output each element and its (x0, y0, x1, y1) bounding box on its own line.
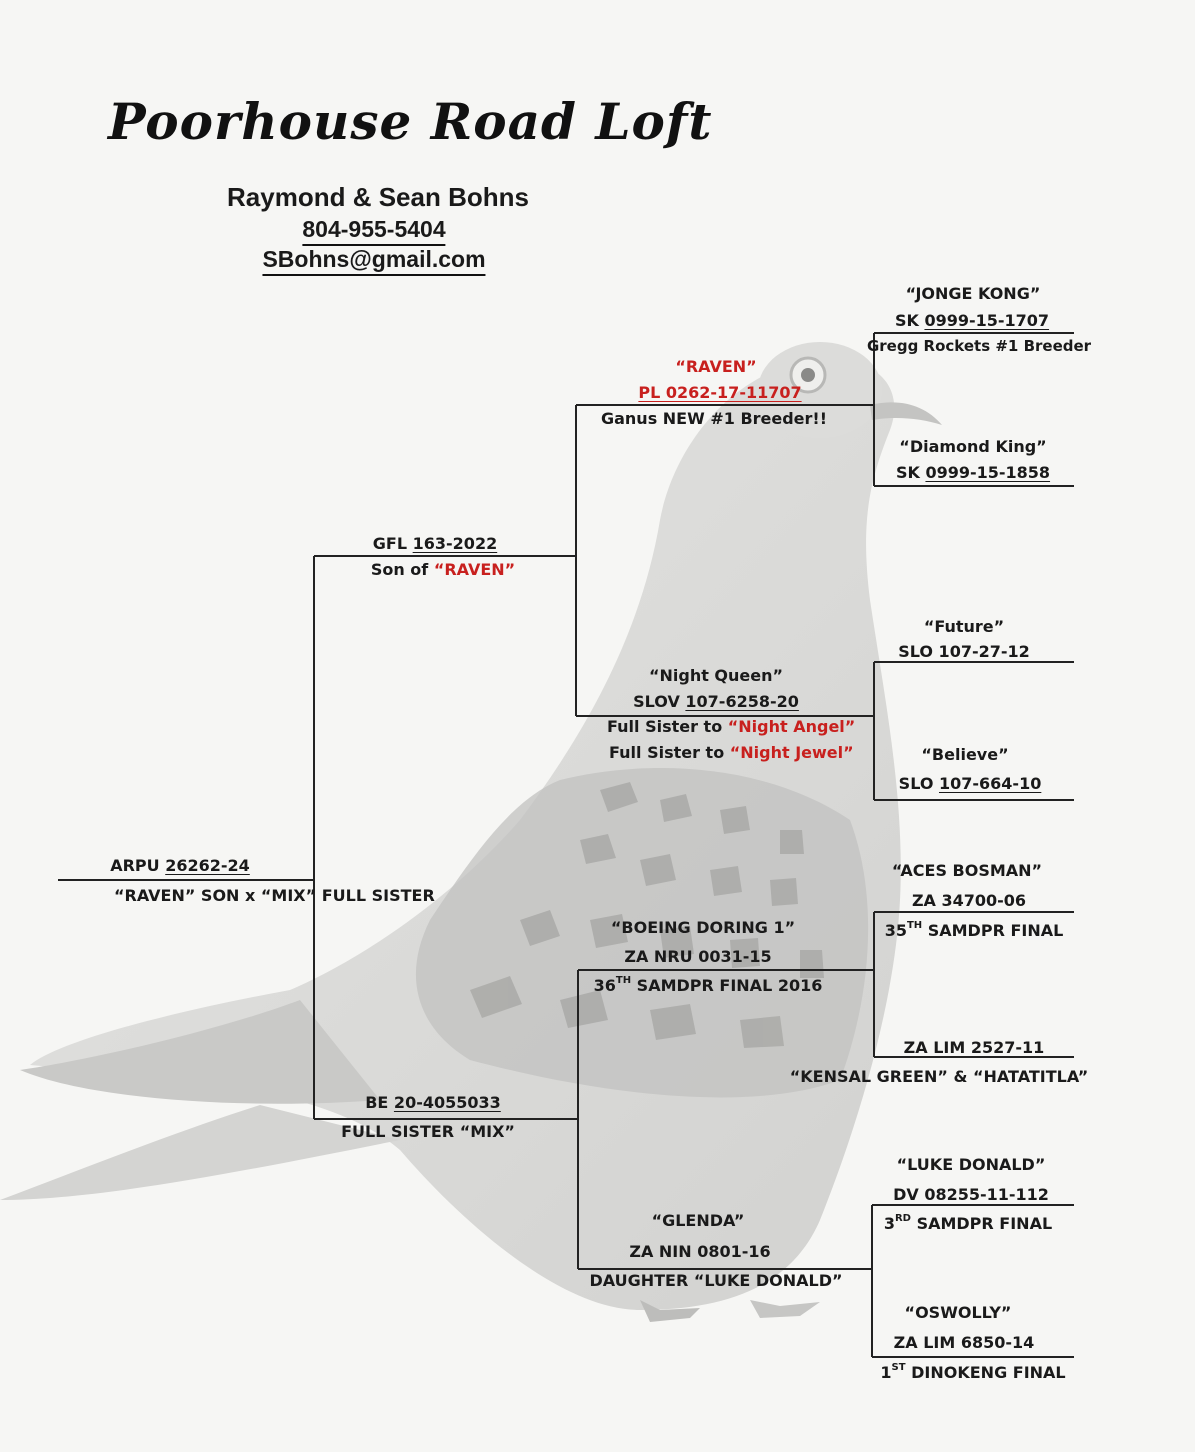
subject-description: “RAVEN” SON x “MIX” FULL SISTER (114, 886, 435, 905)
night-queen-name: “Night Queen” (648, 666, 784, 685)
night-jewel-name: “Night Jewel” (729, 743, 854, 762)
aces-bosman-note (885, 921, 1064, 941)
jonge-kong-band-prefix: SK (894, 311, 925, 330)
night-queen-note-2 (609, 743, 854, 763)
dam-note: FULL SISTER “MIX” (341, 1122, 515, 1141)
night-angel-name: “Night Angel” (727, 717, 856, 736)
glenda-band: ZA NIN 0801-16 (629, 1242, 771, 1261)
jonge-kong-note: Gregg Rockets #1 Breeder (866, 337, 1092, 355)
subject-band (110, 856, 250, 876)
believe-band (899, 774, 1042, 794)
oswolly-band: ZA LIM 6850-14 (893, 1333, 1035, 1352)
jonge-kong-band (895, 311, 1049, 331)
aces-bosman-note-sup: TH (906, 920, 923, 931)
glenda-note: DAUGHTER “LUKE DONALD” (589, 1271, 843, 1290)
oswolly-name: “OSWOLLY” (904, 1303, 1012, 1322)
sire-band-number: 163-2022 (412, 534, 498, 553)
oswolly-note-sup: ST (891, 1362, 906, 1373)
raven-band: PL 0262-17-11707 (638, 383, 802, 402)
sire-note-name: “RAVEN” (433, 560, 516, 579)
boeing-doring-note-a: 36 (593, 976, 616, 995)
za-lim-2527-band: ZA LIM 2527-11 (903, 1038, 1045, 1057)
loft-name: Poorhouse Road Loft (108, 92, 713, 151)
night-queen-note-2-prefix: Full Sister to (609, 743, 730, 762)
luke-donald-note-b: SAMDPR FINAL (911, 1214, 1053, 1233)
future-name: “Future” (923, 617, 1005, 636)
boeing-doring-name: “BOEING DORING 1” (610, 918, 796, 937)
subject-band-number: 26262-24 (165, 856, 250, 875)
dam-band-number: 20-4055033 (393, 1093, 501, 1112)
diamond-king-name: “Diamond King” (899, 437, 1047, 456)
diamond-king-band (896, 463, 1050, 483)
luke-donald-note-sup: RD (894, 1213, 911, 1224)
glenda-name: “GLENDA” (651, 1211, 745, 1230)
night-queen-note-1 (607, 717, 855, 737)
luke-donald-note (884, 1214, 1052, 1234)
jonge-kong-band-number: 0999-15-1707 (924, 311, 1050, 330)
aces-bosman-name: “ACES BOSMAN” (891, 861, 1043, 880)
subject-band-prefix: ARPU (110, 856, 160, 875)
night-queen-band-prefix: SLOV (633, 692, 680, 711)
future-band: SLO 107-27-12 (898, 642, 1030, 661)
aces-bosman-note-a: 35 (884, 921, 907, 940)
owners-name: Raymond & Sean Bohns (227, 182, 529, 212)
boeing-doring-note (594, 976, 823, 996)
raven-note: Ganus NEW #1 Breeder!! (600, 409, 828, 428)
night-queen-note-1-prefix: Full Sister to (607, 717, 728, 736)
raven-name: “RAVEN” (675, 357, 757, 376)
luke-donald-band: DV 08255-11-112 (893, 1185, 1049, 1204)
luke-donald-name: “LUKE DONALD” (896, 1155, 1046, 1174)
sire-band-prefix: GFL (372, 534, 408, 553)
sire-note (371, 560, 515, 580)
jonge-kong-name: “JONGE KONG” (905, 284, 1041, 303)
diamond-king-band-prefix: SK (895, 463, 926, 482)
aces-bosman-band: ZA 34700-06 (911, 891, 1027, 910)
aces-bosman-note-b: SAMDPR FINAL (922, 921, 1064, 940)
email-address: SBohns@gmail.com (262, 245, 485, 276)
za-lim-2527-note: “KENSAL GREEN” & “HATATITLA” (789, 1067, 1089, 1086)
night-queen-band (633, 692, 799, 712)
diamond-king-band-number: 0999-15-1858 (925, 463, 1051, 482)
sire-note-prefix: Son of (370, 560, 434, 579)
sire-band (373, 534, 497, 554)
oswolly-note (880, 1363, 1065, 1383)
believe-band-number: 107-664-10 (938, 774, 1042, 793)
dam-band (365, 1093, 501, 1113)
boeing-doring-band: ZA NRU 0031-15 (624, 947, 772, 966)
oswolly-note-b: DINOKENG FINAL (905, 1363, 1066, 1382)
oswolly-note-a: 1 (880, 1363, 892, 1382)
dam-band-prefix: BE (365, 1093, 389, 1112)
boeing-doring-note-sup: TH (615, 975, 632, 986)
boeing-doring-note-b: SAMDPR FINAL 2016 (631, 976, 823, 995)
believe-name: “Believe” (921, 745, 1009, 764)
night-queen-band-number: 107-6258-20 (685, 692, 799, 711)
phone-number: 804-955-5404 (302, 215, 445, 246)
believe-band-prefix: SLO (898, 774, 939, 793)
luke-donald-note-a: 3 (883, 1214, 895, 1233)
